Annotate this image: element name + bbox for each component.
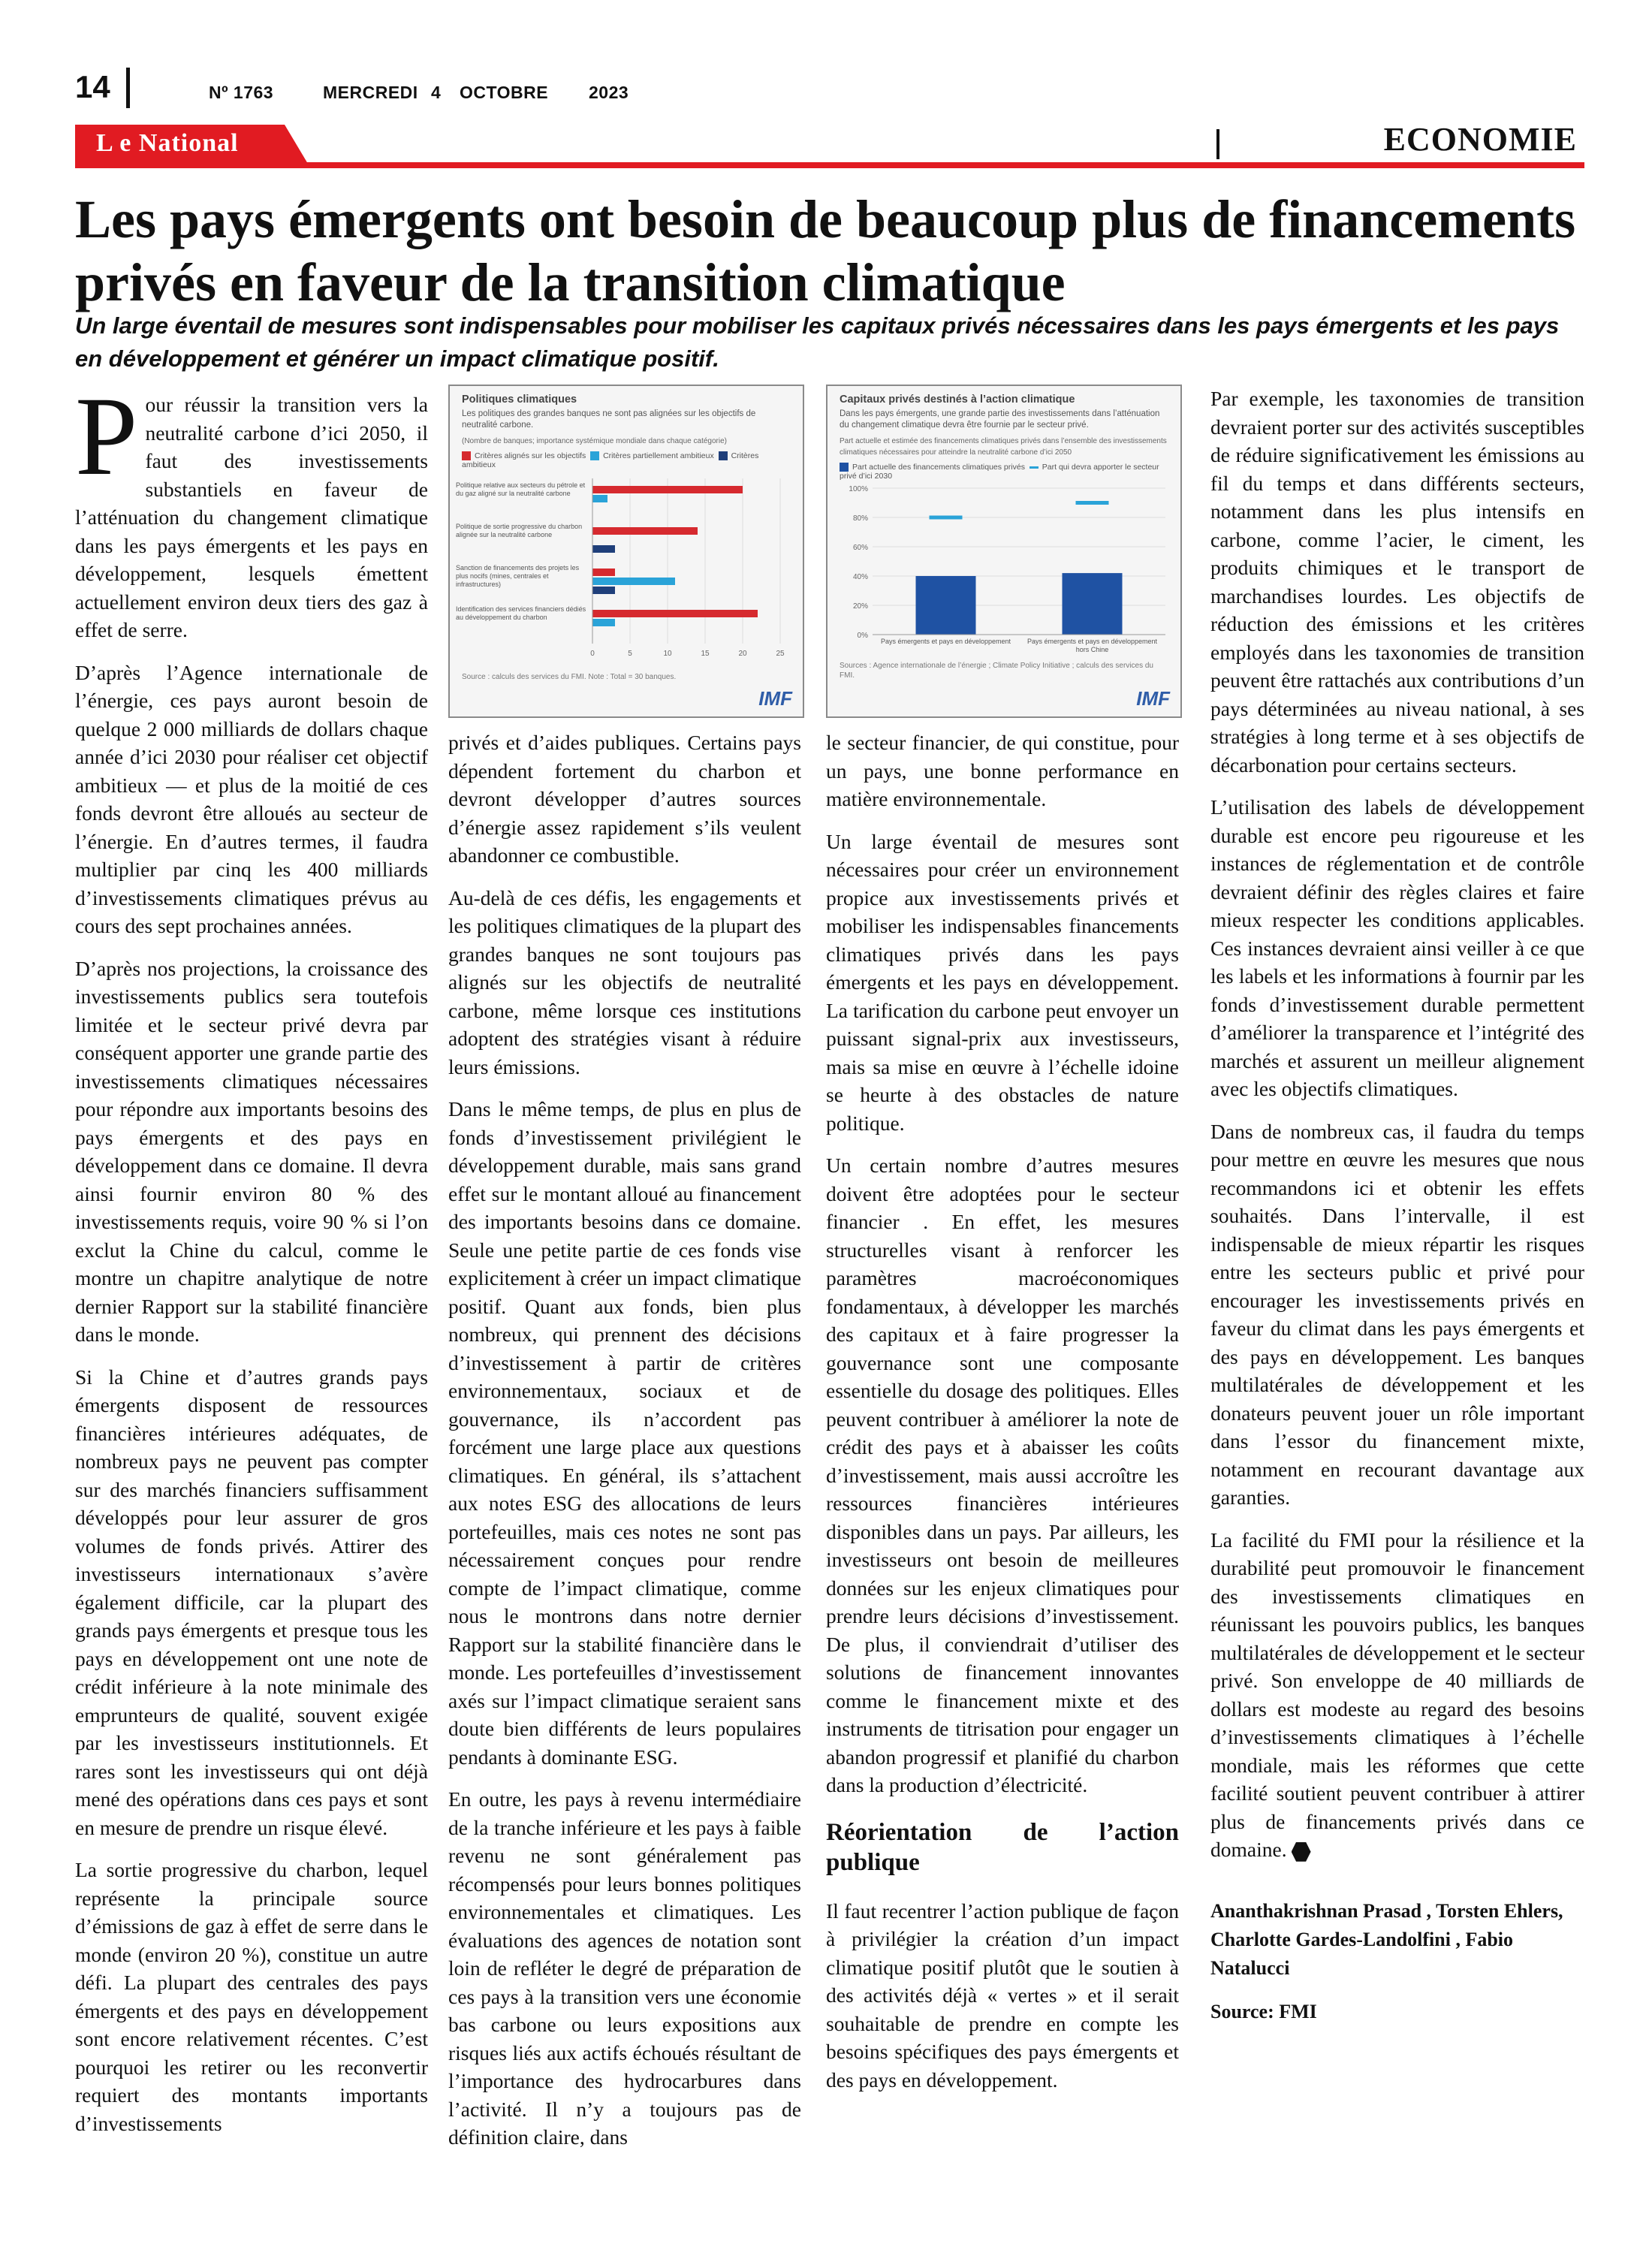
y-tick-label: 60% [852,544,868,553]
paragraph: le secteur financier, de qui constitue, pour un pays, une bonne performance en matière environnementale. [826,731,1179,810]
bar [592,619,615,626]
page-number: 14 [75,69,110,104]
legend-entry: Part actuelle des financements climatiques privés [852,463,1025,472]
chart-subtitle: Les politiques des grandes banques ne sont pas alignées sur les objectifs de neutralité carbone. [462,409,756,430]
issue-weekday: MERCREDI [323,83,418,102]
paragraph: En outre, les pays à revenu intermédiaire de la tranche inférieure et les pays à faible revenu ne sont généralement pas récompensés pour leurs bonnes politiques environnementales et climatiques. Les évaluations des agences de notation sont loin de refléter le degré de préparation de ces pays à la transition vers une économie bas carbone ou leurs expositions aux risques liés aux actifs échoués résultant de l’importance des hydrocarbures dans l’activité. Il n’y a toujours pas de définition claire, dans [448,1787,801,2149]
page-number-divider [126,68,130,108]
bar [592,486,743,493]
x-tick-label: 10 [663,650,672,659]
column-1 [75,374,428,2152]
issue-number: Nº 1763 [209,83,274,102]
brand-name: L e National [96,129,239,157]
chart-plot-area [450,469,803,672]
legend-entry: Critères partiellement ambitieux [603,451,714,460]
bar [592,569,615,576]
bar [592,610,758,617]
chart-title: Capitaux privés destinés à l’action climatique [840,394,1075,406]
subhead: Réorientation de l’action publique [826,1818,1179,1876]
x-tick-label: 25 [776,650,785,659]
chart-plot-area [828,481,1180,661]
end-of-article-icon [1292,1842,1311,1862]
chart-private-capital [826,385,1182,718]
category-label: Pays émergents et pays en développement hors Chine [1026,638,1158,654]
bar [592,495,607,502]
bar [592,578,675,585]
source: Source: FMI [1210,2000,1317,2022]
bar [592,545,615,553]
chart-caption: (Nombre de banques; importance systémique mondiale dans chaque catégorie) [462,437,727,445]
legend-entry: Critères ambitieux [462,451,759,470]
paragraph: Il faut recentrer l’action publique de façon à privilégier la création d’un impact climatique positif plutôt que le soutien à des activités déjà « vertes » et il serait souhaitable de prendre en compte les besoins spécifiques des pays émergents et des pays en développement. [826,1899,1179,2092]
imf-logo: IMF [758,687,792,710]
chart-legend [462,451,791,469]
paragraph: Au-delà de ces défis, les engagements et les politiques climatiques de la plupart des grandes banques ne sont toujours pas alignés sur les objectifs de neutralité carbone, même lorsque ces institutions adoptent des stratégies visant à réduire leurs émissions. [448,885,801,1078]
chart-subtitle: Dans les pays émergents, une grande partie des investissements dans l’atténuation du changement climatique devra être fournie par le secteur privé. [840,409,1160,430]
section-divider [1216,129,1219,159]
category-label: Identification des services financiers dédiés au développement du charbon [456,605,586,622]
issue-month: OCTOBRE [460,83,549,102]
issue-year: 2023 [589,83,629,102]
y-tick-label: 0% [857,632,868,641]
paragraph: Pour réussir la transition vers la neutralité carbone d’ici 2050, il faut des investissements substantiels en faveur de l’atténuation du changement climatique dans les pays émergents et les pays en développement, lesquels émettent actuellement environ deux tiers des gaz à effet de serre. [75,374,428,641]
paragraph: Un certain nombre d’autres mesures doivent être adoptées pour le secteur financier . En effet, les mesures structurelles visant à renforcer les paramètres macroéconomiques fondamentaux, à développer les marchés des capitaux et à faire progresser la gouvernance sont une composante essentielle du dosage des politiques. Elles peuvent contribuer à améliorer la note de crédit des pays et à abaisser les coûts d’investissement, mais aussi accroître les ressources financières intérieures disponibles dans un pays. Par ailleurs, les investisseurs ont besoin de meilleures données sur les enjeux climatiques pour prendre leurs décisions d’investissement. De plus, il conviendrait d’utiliser des solutions de financement innovantes comme le financement mixte et des instruments de titrisation pour engager un abandon progressif et planifié du charbon dans la production d’électricité. [826,1154,1179,1796]
paragraph: Un large éventail de mesures sont nécessaires pour créer un environnement propice aux investissements privés et mobiliser les indispensables financements climatiques privés dans les pays émergents et les pays en développement. La tarification du carbone peut envoyer un puissant signal-prix aux investisseurs, mais sa mise en œuvre à l’échelle idoine se heurte à des obstacles de nature politique. [826,829,1179,1135]
category-label: Sanction de financements des projets les plus nocifs (mines, centrales et infrastructures) [456,564,580,589]
bar [592,587,615,594]
header-rule [75,162,1584,168]
legend-entry: Part qui devra apporter le secteur privé d’ici 2030 [840,463,1159,481]
paragraph: L’utilisation des labels de développement durable est encore peu rigoureuse et les instances de réglementation et de contrôle devraient définir des règles claires et faire mieux respecter les conditions applicables. Ces instances devraient ainsi veiller à ce que les labels et les informations à fournir par les fonds d’investissement durable permettent d’améliorer la transparence et l’intégrité des marchés et assurent un meilleur alignement avec les objectifs climatiques. [1210,795,1584,1100]
category-label: Politique de sortie progressive du charbon alignée sur la neutralité carbone [456,523,583,539]
paragraph: Par exemple, les taxonomies de transition devraient porter sur des activités susceptibles de réduire significativement les émissions au fil du temps et dans différents secteurs, notamment dans les plus intensifs en carbone, comme l’acier, le ciment, les produits chimiques et le transport de marchandises lourdes. Les objectifs de réduction des émissions et les critères employés dans les taxonomies de transition peuvent être rattachés aux contributions d’un pays déterminées au niveau national, à ses stratégies à long terme et à ses objectifs de décarbonation pour certains secteurs. [1210,387,1584,777]
x-tick-label: 0 [590,650,595,659]
y-tick-label: 20% [852,602,868,611]
paragraph: D’après nos projections, la croissance des investissements publics sera toutefois limitée et le secteur privé devra par conséquent apporter une grande partie des investissements climatiques nécessaires pour répondre aux importants besoins des pays émergents et des pays en développement dans ce domaine. Il devra ainsi fournir environ 80 % des investissements requis, voire 90 % si l’on exclut la Chine du calcul, comme le montre un chapitre analytique de notre dernier Rapport sur la stabilité financière dans le monde. [75,956,428,1346]
y-tick-label: 80% [852,514,868,523]
column-3 [826,728,1179,2108]
section-title: ECONOMIE [1383,121,1577,158]
legend-entry: Critères alignés sur les objectifs [475,451,586,460]
bar [1063,573,1123,635]
chart-title: Politiques climatiques [462,394,577,406]
paragraph: D’après l’Agence internationale de l’énergie, ces pays auront besoin de quelque 2 000 milliards de dollars chaque année d’ici 2030 pour réaliser cet objectif ambitieux — et plus de la moitié de ces fonds devront être alloués au secteur de l’énergie. En d’autres termes, il faudra multiplier par cinq les 400 milliards d’investissements climatiques prévus au cours des sept prochaines années. [75,660,428,937]
paragraph: Dans de nombreux cas, il faudra du temps pour mettre en œuvre les mesures que nous recommandons ici et obtenir les effets souhaités. Dans l’intervalle, il est indispensable de mieux répartir les risques entre les secteurs public et privé pour encourager les investissements privés en faveur du climat dans les pays émergents et des pays en développement. Les banques multilatérales de développement et les donateurs peuvent jouer un rôle important dans l’essor du financement mixte, notamment en recourant davantage aux garanties. [1210,1119,1584,1509]
x-tick-label: 15 [701,650,710,659]
paragraph: La sortie progressive du charbon, lequel représente la principale source d’émissions de gaz à effet de serre dans le monde (environ 20 %), constitue un autre défi. La plupart des centrales des pays émergents et des pays en développement sont encore relativement récentes. C’est pourquoi les retirer ou les reconvertir requiert des montants importants d’investissements [75,1858,428,2135]
chart-climate-policies [448,385,804,718]
chart-note: Sources : Agence internationale de l’énergie ; Climate Policy Initiative ; calculs des services du FMI. [840,662,1153,680]
column-4 [1210,385,1584,2026]
category-label: Pays émergents et pays en développement [880,638,1011,646]
bar [916,576,976,635]
issue-day: 4 [431,83,442,102]
headline: Les pays émergents ont besoin de beaucoup plus de financements privés en faveur de la transition climatique [75,189,1576,312]
chart-caption: Part actuelle et estimée des financements climatiques privés dans l’ensemble des investissements climatiques nécessaires pour atteindre la neutralité carbone d’ici 2050 [840,437,1167,457]
x-tick-label: 20 [738,650,747,659]
y-tick-label: 100% [849,485,868,494]
drop-cap: P [75,374,138,499]
column-2 [448,728,801,2166]
y-tick-label: 40% [852,573,868,582]
chart-legend [840,463,1168,481]
paragraph: La facilité du FMI pour la résilience et la durabilité peut promouvoir le financement des investissements climatiques en réunissant les pouvoirs publics, les banques multilatérales de développement et le secteur privé. Son enveloppe de 40 milliards de dollars est modeste au regard des besoins d’investissements climatiques à l’échelle mondiale, mais les réformes que cette facilité soutient peuvent contribuer à attirer plus de financements privés dans ce domaine. [1210,1528,1584,1861]
paragraph: privés et d’aides publiques. Certains pays dépendent fortement du charbon et devront développer d’autres sources d’énergie assez rapidement s’ils veulent abandonner ce combustible. [448,731,801,867]
paragraph: Si la Chine et d’autres grands pays émergents disposent de ressources financières intérieures adéquates, de nombreux pays ne peuvent pas compter sur des marchés financiers suffisamment développés pour leur assurer de gros volumes de fonds privés. Attirer des investisseurs internationaux s’avère également difficile, car la plupart des grands pays émergents et presque tous les pays en développement ont une note de crédit inférieure à la note minimale des emprunteurs de qualité, souvent exigée par les investisseurs institutionnels. Et rares sont les investisseurs qui ont déjà mené des opérations dans ces pays et sont en mesure de prendre un risque élevé. [75,1365,428,1839]
byline: Ananthakrishnan Prasad , Torsten Ehlers, Charlotte Gardes-Landolfini , Fabio Natalucci [1210,1899,1563,1979]
paragraph: Dans le même temps, de plus en plus de fonds d’investissement privilégient le développement durable, mais sans grand effet sur le montant alloué au financement des importants besoins dans ce domaine. Seule une petite partie de ces fonds vise explicitement à créer un impact climatique positif. Quant aux fonds, bien plus nombreux, qui prennent des décisions d’investissement à partir de critères environnementaux, sociaux et de gouvernance, ils n’accordent pas forcément une large place aux questions climatiques. En général, ils s’attachent aux notes ESG des allocations de leurs portefeuilles, mais ces notes ne sont pas nécessairement conçues pour rendre compte de l’impact climatique, comme nous le montrons dans notre dernier Rapport sur la stabilité financière dans le monde. Les portefeuilles d’investissement axés sur l’impact climatique seraient sans doute bien différents de leurs populaires pendants à dominante ESG. [448,1097,801,1769]
imf-logo: IMF [1136,687,1170,710]
category-label: Politique relative aux secteurs du pétrole et du gaz aligné sur la neutralité carbone [456,481,586,498]
chart-note: Source : calculs des services du FMI. Note : Total = 30 banques. [462,673,677,682]
deck: Un large éventail de mesures sont indispensables pour mobiliser les capitaux privés nécessaires dans les pays émergents et les pays en développement et générer un impact climatique positif. [75,312,1560,372]
bar [592,527,698,535]
x-tick-label: 5 [628,650,632,659]
